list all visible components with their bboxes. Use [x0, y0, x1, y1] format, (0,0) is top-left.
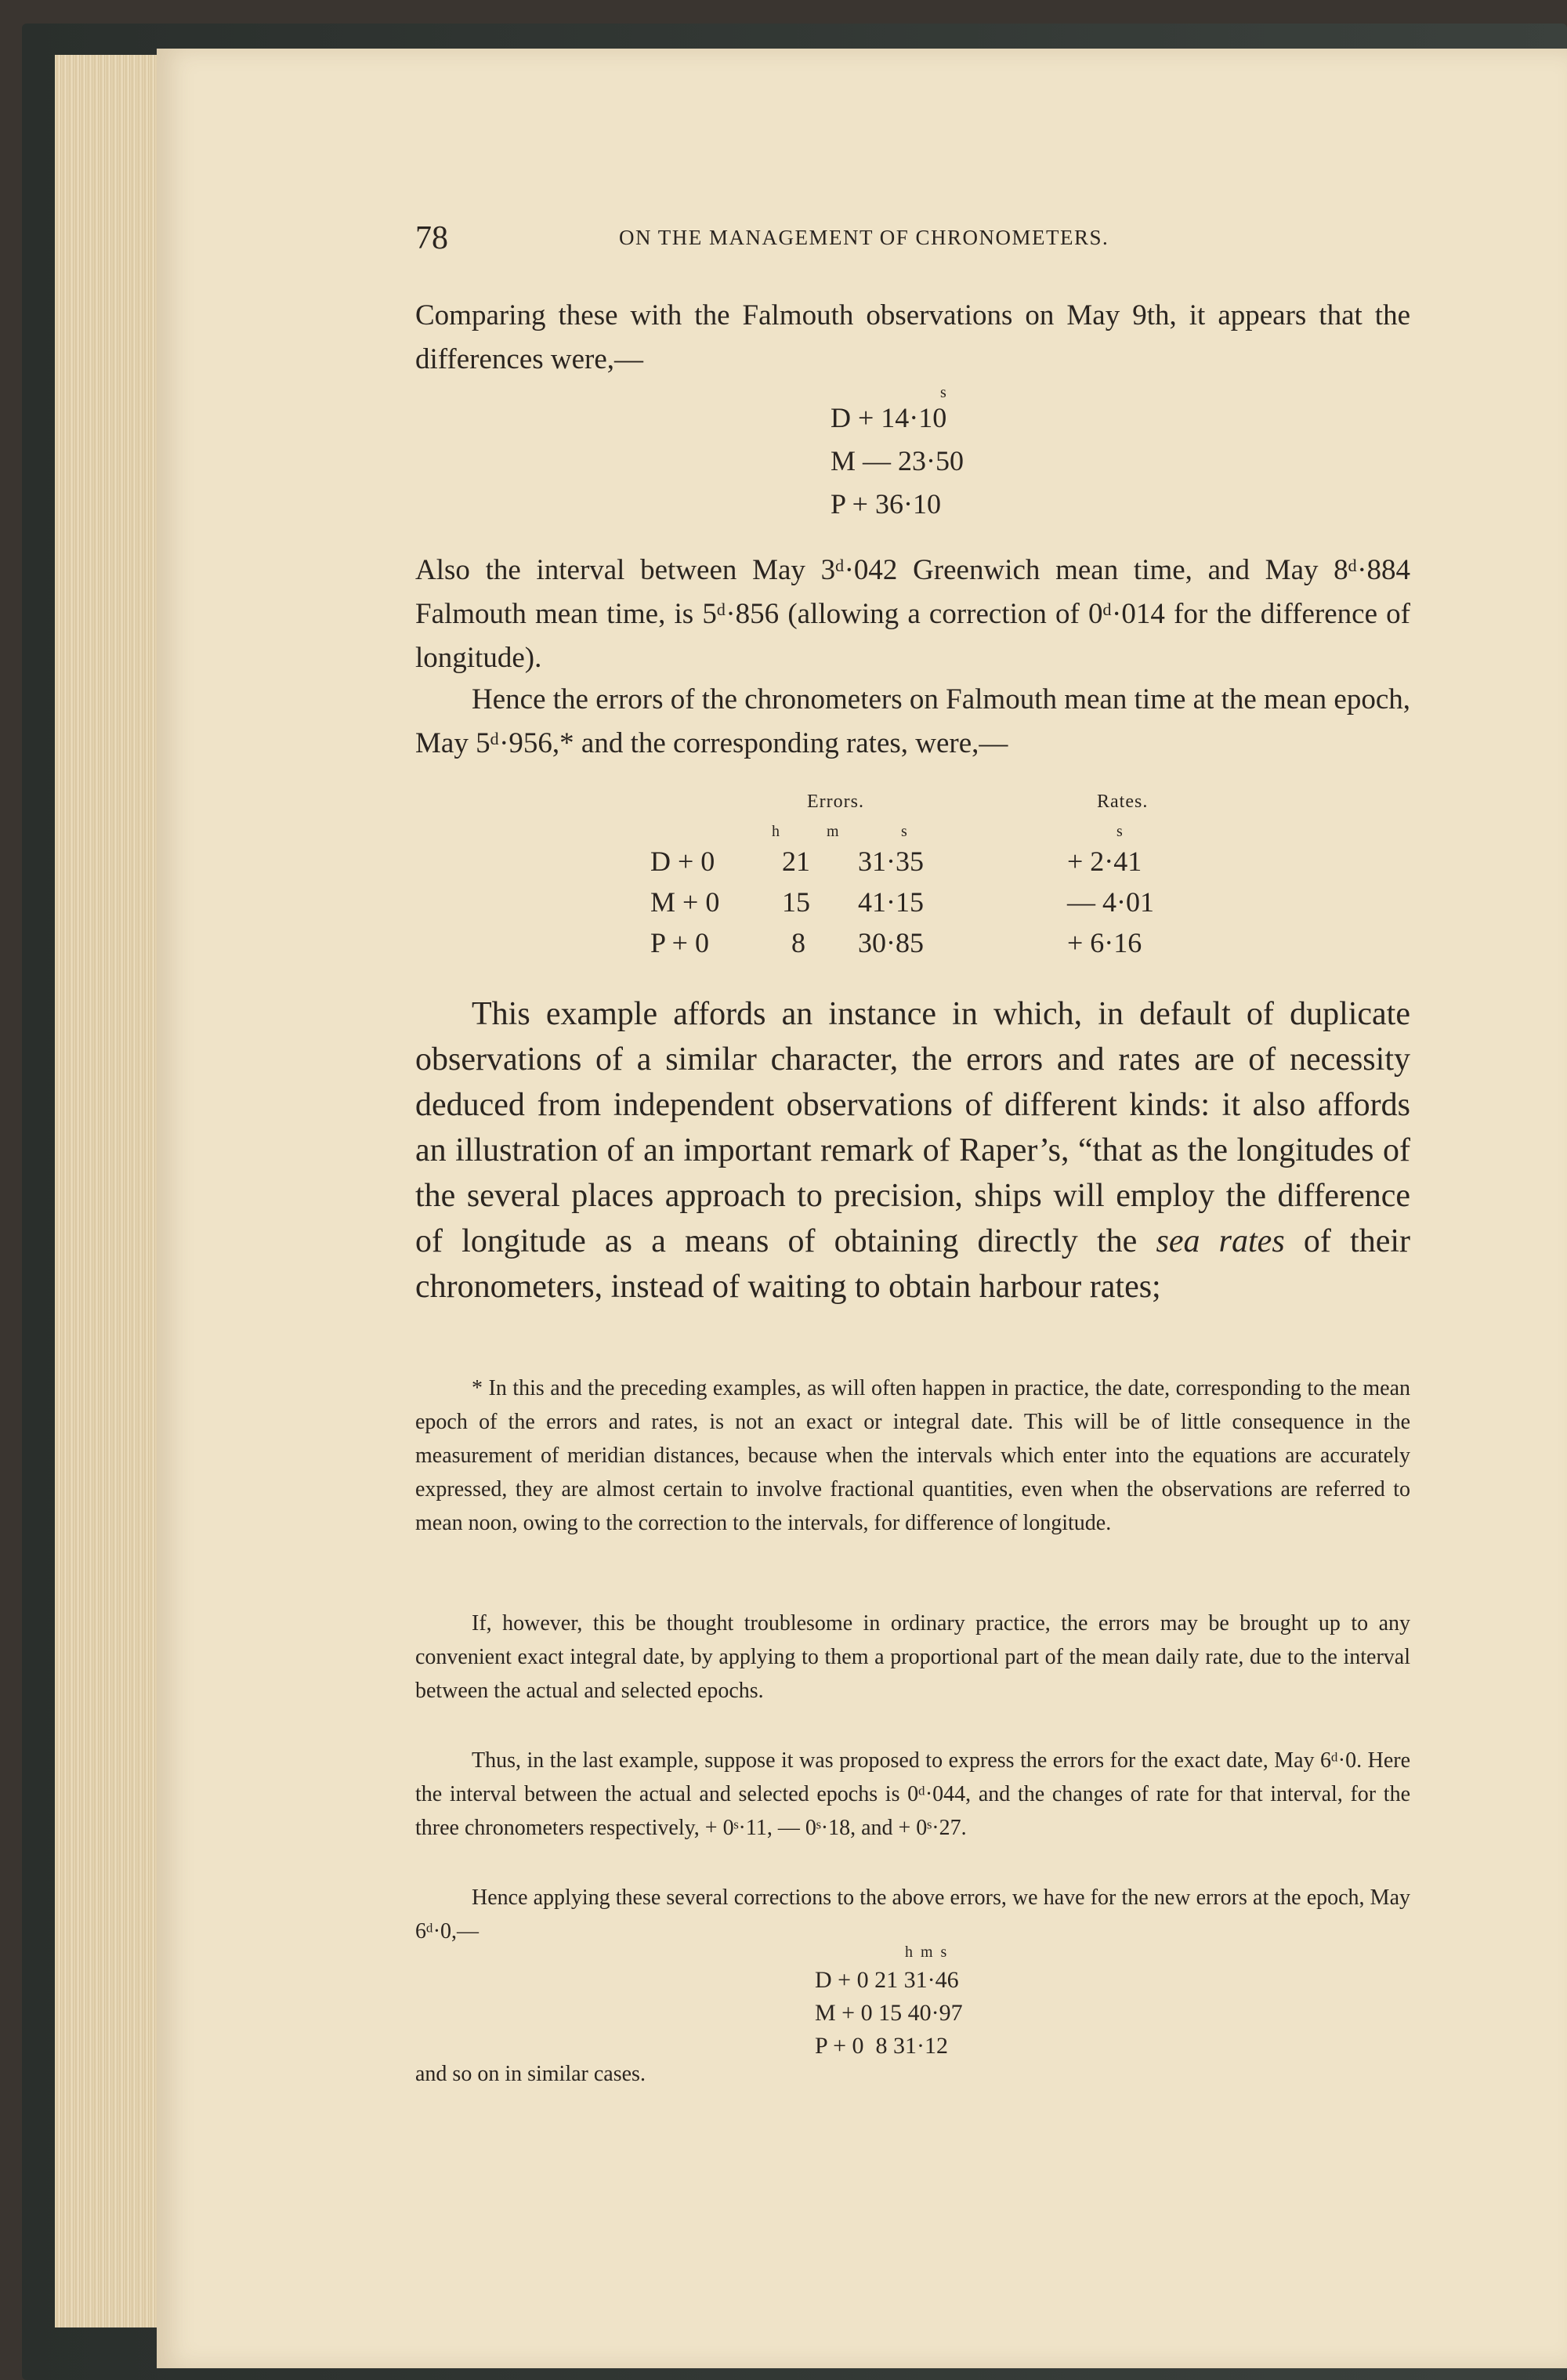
footnote-paragraph-4: Hence applying these several corrections to the above errors, we have for the new errors at the epoch, May 6ᵈ·0,—: [415, 1886, 1410, 1943]
rates-header: Rates.: [1097, 792, 1149, 812]
table-row: [650, 926, 1199, 967]
footnote-paragraph-2: If, however, this be thought troublesome in ordinary practice, the errors may be brought up to any convenient exact integral date, by applying to them a proportional part of the mean daily rate, due to the interval between the actual and selected epochs.: [415, 1611, 1410, 1703]
table-row: [650, 886, 1199, 926]
seconds-unit: s: [901, 823, 907, 840]
footnote-row-d: D + 0 21 31·46: [815, 1967, 959, 1993]
row-label: D + 0: [650, 846, 715, 877]
row-hours-minutes: 15: [782, 886, 810, 918]
running-head: [415, 219, 1418, 266]
main-paragraph: [415, 991, 1410, 1310]
row-label: P + 0: [650, 927, 709, 958]
errors-intro-paragraph: Hence the errors of the chronometers on Falmouth mean time at the mean epoch, May 5ᵈ·956,* and the corresponding rates, were,—: [415, 683, 1410, 759]
row-seconds: 30·85: [858, 927, 924, 958]
main-paragraph-part2: of their chronometers, instead of waiting to obtain harbour rates;: [415, 1223, 1411, 1305]
hours-unit: h: [772, 823, 780, 840]
difference-row-m: M — 23·50: [831, 445, 964, 476]
row-label: M + 0: [650, 886, 720, 918]
difference-row-p: P + 36·10: [831, 488, 941, 520]
row-seconds: 41·15: [858, 886, 924, 918]
footnote-paragraph-3: Thus, in the last example, suppose it was proposed to express the errors for the exact date, May 6ᵈ·0. Here the interval between the actual and selected epochs is 0ᵈ·044, and the changes of rate for that interval, for the three chronometers respectively, + 0ˢ·11, — 0ˢ·18, and + 0ˢ·27.: [415, 1748, 1410, 1840]
footnote-units: h m s: [905, 1943, 947, 1961]
row-hours-minutes: 8: [791, 927, 805, 958]
footnote-paragraph-1: * In this and the preceding examples, as will often happen in practice, the date, corresponding to the mean epoch of the errors and rates, is not an exact or integral date. This will be of little consequence in the measurement of meridian distances, because when the intervals which enter into the equations are accurately expressed, they are almost certain to involve fractional quantities, even when the observations are referred to mean noon, owing to the correction to the intervals, for difference of longitude.: [415, 1376, 1410, 1535]
row-seconds: 31·35: [858, 846, 924, 877]
seconds-unit: s: [940, 384, 946, 401]
main-paragraph-part1: This example affords an instance in which, in default of duplicate observations of a similar character, the errors and rates are of necessity deduced from independent observations of different kinds: it also affords an illustration of an important remark of Raper’s, “that as the longitudes of the several places approach to precision, ships will employ the difference of longitude as a means of obtaining directly the: [415, 996, 1410, 1259]
footnote-row-m: M + 0 15 40·97: [815, 2000, 963, 2026]
row-rate: — 4·01: [1067, 886, 1154, 918]
interval-paragraph: Also the interval between May 3ᵈ·042 Greenwich mean time, and May 8ᵈ·884 Falmouth mean time, is 5ᵈ·856 (allowing a correction of 0ᵈ·014 for the difference of longitude).: [415, 554, 1410, 674]
row-hours-minutes: 21: [782, 846, 810, 877]
footnote-closing: and so on in similar cases.: [415, 2062, 646, 2086]
row-rate: + 6·16: [1067, 927, 1142, 958]
table-row: [650, 845, 1199, 886]
page-number: 78: [415, 220, 448, 256]
intro-paragraph: Comparing these with the Falmouth observations on May 9th, it appears that the differences were,—: [415, 299, 1410, 375]
minutes-unit: m: [827, 823, 839, 840]
page-edges: [55, 55, 172, 2327]
running-title: ON THE MANAGEMENT OF CHRONOMETERS.: [619, 226, 1109, 249]
errors-header: Errors.: [807, 792, 864, 812]
rate-seconds-unit: s: [1116, 823, 1123, 840]
footnote-row-p: P + 0 8 31·12: [815, 2033, 948, 2059]
difference-row-d: D + 14·10: [831, 402, 947, 433]
main-paragraph-italic: sea rates: [1156, 1223, 1285, 1259]
row-rate: + 2·41: [1067, 846, 1142, 877]
